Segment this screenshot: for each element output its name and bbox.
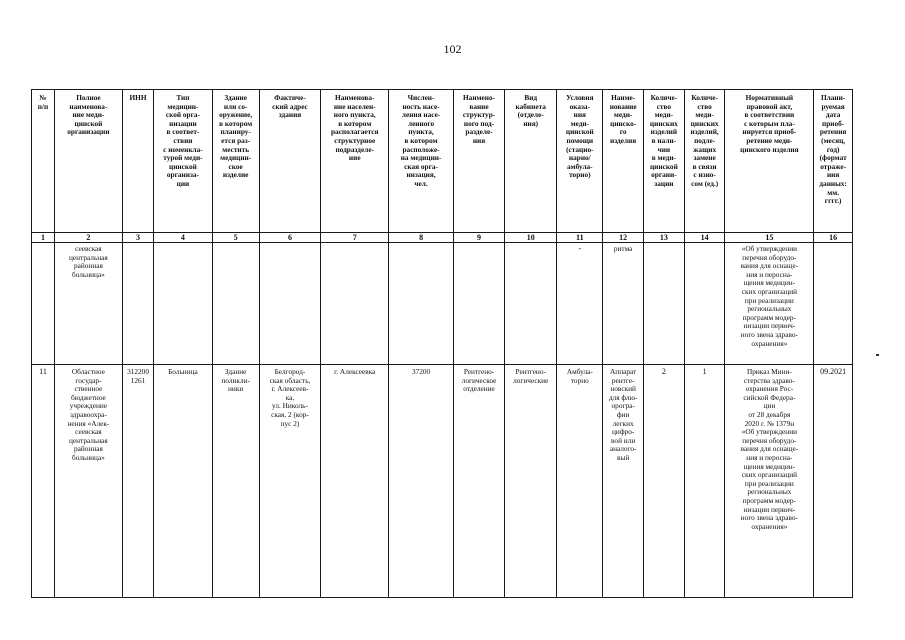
header-cell-legal-act: Нормативный правовой акт, в соответствии с которым пла- нируется приоб- ретение меди- цинского изделия xyxy=(725,90,814,233)
column-number: 14 xyxy=(684,233,725,243)
cell-type: Больница xyxy=(154,365,212,598)
column-number: 5 xyxy=(212,233,259,243)
header-cell-device: Наиме- нование меди- цинско- го изделия xyxy=(603,90,644,233)
page-number: 102 xyxy=(443,42,462,56)
cell-no xyxy=(32,243,55,365)
scan-mark xyxy=(876,354,879,356)
column-number: 12 xyxy=(603,233,644,243)
cell-inn xyxy=(122,243,153,365)
cell-cabinet: Рентгено- логические xyxy=(505,365,557,598)
column-number: 9 xyxy=(453,233,504,243)
cell-address xyxy=(259,243,321,365)
header-cell-conditions: Условия оказа- ния меди- цинской помощи (стацио- нарно/ амбула- торно) xyxy=(557,90,603,233)
cell-subdivision: Рентгено- логическое отделение xyxy=(453,365,504,598)
header-cell-date: Плани- руемая дата приоб- ретения (месяц, год) (формат отраже- ния данных: мм. гггг.) xyxy=(814,90,853,233)
cell-legal-act: Приказ Мини- стерства здраво- охранения Рос- сийской Федера- ции от 28 декабря 2020 г. № 1379н «Об утверждении перечня оборудо- вания для оснаще- ния и перосна- щения медицин- ских организаций при реализации региональных программ модер- низации первич- ного звена здраво- охранения» xyxy=(725,365,814,598)
column-number: 15 xyxy=(725,233,814,243)
cell-inn: 312200 1261 xyxy=(122,365,153,598)
header-cell-population: Числен- ность насе- ления насе- ленного пункта, в котором расположе- на медицин- ская орга- низация, чел. xyxy=(389,90,454,233)
cell-conditions: - xyxy=(557,243,603,365)
header-cell-settlement: Наименова- ние населен- ного пункта, в котором располагается структурное подразделе- ние xyxy=(321,90,389,233)
column-number: 13 xyxy=(644,233,685,243)
header-cell-subdivision: Наимено- вание структур- ного под- разделе- ния xyxy=(453,90,504,233)
cell-building: Здание поликли- ники xyxy=(212,365,259,598)
table-row xyxy=(32,243,853,365)
header-cell-no: № п/п xyxy=(32,90,55,233)
cell-qty-have: 2 xyxy=(644,365,685,598)
column-number: 3 xyxy=(122,233,153,243)
column-number: 2 xyxy=(54,233,122,243)
cell-subdivision xyxy=(453,243,504,365)
header-cell-cabinet: Вид кабинета (отделе- ния) xyxy=(505,90,557,233)
column-number: 6 xyxy=(259,233,321,243)
header-cell-qty-have: Количе- ство меди- цинских изделий в нали- чии в меди- цинской органи- зации xyxy=(644,90,685,233)
cell-device: ритма xyxy=(603,243,644,365)
header-row xyxy=(32,90,853,233)
cell-date xyxy=(814,243,853,365)
cell-legal-act: «Об утверждении перечня оборудо- вания для оснаще- ния и перосна- щения медицин- ских организаций при реализации региональных программ модер- низации первич- ного звена здраво- охранения» xyxy=(725,243,814,365)
cell-building xyxy=(212,243,259,365)
cell-no: 11 xyxy=(32,365,55,598)
table-row xyxy=(32,365,853,598)
cell-date: 09.2021 xyxy=(814,365,853,598)
cell-org: Областное государ- ственное бюджетное учреждение здравоохра- нения «Алек- сеевская центральная районная больница» xyxy=(54,365,122,598)
header-cell-building: Здание или со- оружение, в котором планиру- ется раз- местить медицин- ское изделие xyxy=(212,90,259,233)
column-number: 7 xyxy=(321,233,389,243)
header-cell-qty-replace: Количе- ство меди- цинских изделий, подле- жащих замене в связи с изно- сом (ед.) xyxy=(684,90,725,233)
cell-device: Аппарат рентге- новский для флю- орогра- фии легких цифро- вой или аналого- вый xyxy=(603,365,644,598)
column-number: 16 xyxy=(814,233,853,243)
header-cell-type: Тип медицин- ской орга- низации в соответ- ствии с номенкла- турой меди- цинской организа- ции xyxy=(154,90,212,233)
cell-population xyxy=(389,243,454,365)
column-number: 10 xyxy=(505,233,557,243)
column-number: 1 xyxy=(32,233,55,243)
column-number-row xyxy=(32,233,853,243)
column-number: 4 xyxy=(154,233,212,243)
cell-population: 37200 xyxy=(389,365,454,598)
cell-qty-replace xyxy=(684,243,725,365)
cell-conditions: Амбула- торно xyxy=(557,365,603,598)
column-number: 11 xyxy=(557,233,603,243)
column-number: 8 xyxy=(389,233,454,243)
cell-address: Белгород- ская область, г. Алексеев- ка, ул. Николь- ская, 2 (кор- пус 2) xyxy=(259,365,321,598)
header-cell-inn: ИНН xyxy=(122,90,153,233)
equipment-table xyxy=(31,89,853,598)
cell-org: сеевская центральная районная больница» xyxy=(54,243,122,365)
header-cell-org: Полное наименова- ние меди- цинской организации xyxy=(54,90,122,233)
header-cell-address: Фактиче- ский адрес здания xyxy=(259,90,321,233)
cell-settlement xyxy=(321,243,389,365)
cell-qty-have xyxy=(644,243,685,365)
cell-qty-replace: 1 xyxy=(684,365,725,598)
cell-settlement: г. Алексеевка xyxy=(321,365,389,598)
cell-type xyxy=(154,243,212,365)
cell-cabinet xyxy=(505,243,557,365)
